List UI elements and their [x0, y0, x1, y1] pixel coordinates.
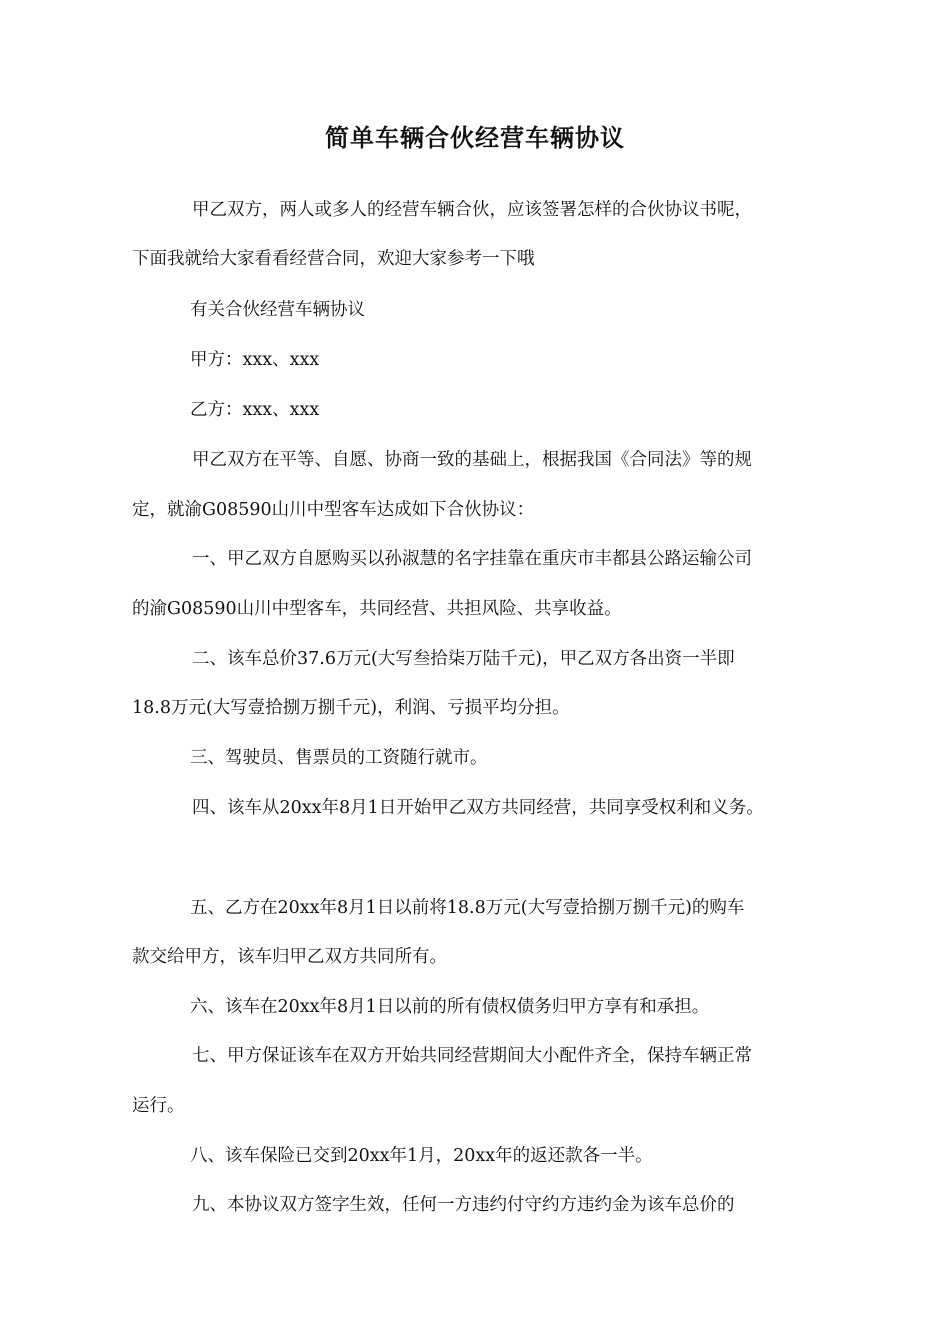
agreement-heading: 有关合伙经营车辆协议: [190, 300, 365, 320]
preamble-line-2: 定，就渝G08590山川中型客车达成如下合伙协议：: [132, 500, 535, 520]
clause-5-line-1: 五、乙方在20xx年8月1日以前将18.8万元(大写壹拾捌万捌千元)的购车: [190, 898, 745, 918]
document-title: 简单车辆合伙经营车辆协议: [325, 124, 625, 152]
clause-1-line-1: 一、甲乙双方自愿购买以孙淑慧的名字挂靠在重庆市丰都县公路运输公司: [192, 549, 752, 569]
clause-6: 六、该车在20xx年8月1日以前的所有债权债务归甲方享有和承担。: [190, 997, 710, 1017]
party-a: 甲方：xxx、xxx: [190, 350, 320, 370]
intro-line-1: 甲乙双方，两人或多人的经营车辆合伙，应该签署怎样的合伙协议书呢，: [192, 200, 752, 220]
clause-1-line-2: 的渝G08590山川中型客车，共同经营、共担风险、共享收益。: [132, 599, 622, 619]
intro-line-2: 下面我就给大家看看经营合同，欢迎大家参考一下哦: [132, 249, 535, 269]
clause-2-line-1: 二、该车总价37.6万元(大写叁拾柒万陆千元)，甲乙双方各出资一半即: [192, 649, 735, 669]
party-b: 乙方：xxx、xxx: [190, 400, 320, 420]
clause-4: 四、该车从20xx年8月1日开始甲乙双方共同经营，共同享受权利和义务。: [192, 798, 764, 818]
clause-8: 八、该车保险已交到20xx年1月，20xx年的返还款各一半。: [190, 1146, 653, 1166]
clause-5-line-2: 款交给甲方，该车归甲乙双方共同所有。: [132, 947, 447, 967]
clause-3: 三、驾驶员、售票员的工资随行就市。: [190, 748, 488, 768]
clause-9-line-1: 九、本协议双方签字生效，任何一方违约付守约方违约金为该车总价的: [192, 1195, 735, 1215]
preamble-line-1: 甲乙双方在平等、自愿、协商一致的基础上，根据我国《合同法》等的规: [192, 450, 752, 470]
clause-7-line-2: 运行。: [132, 1096, 185, 1116]
clause-7-line-1: 七、甲方保证该车在双方开始共同经营期间大小配件齐全，保持车辆正常: [192, 1046, 752, 1066]
clause-2-line-2: 18.8万元(大写壹拾捌万捌千元)，利润、亏损平均分担。: [132, 698, 570, 718]
